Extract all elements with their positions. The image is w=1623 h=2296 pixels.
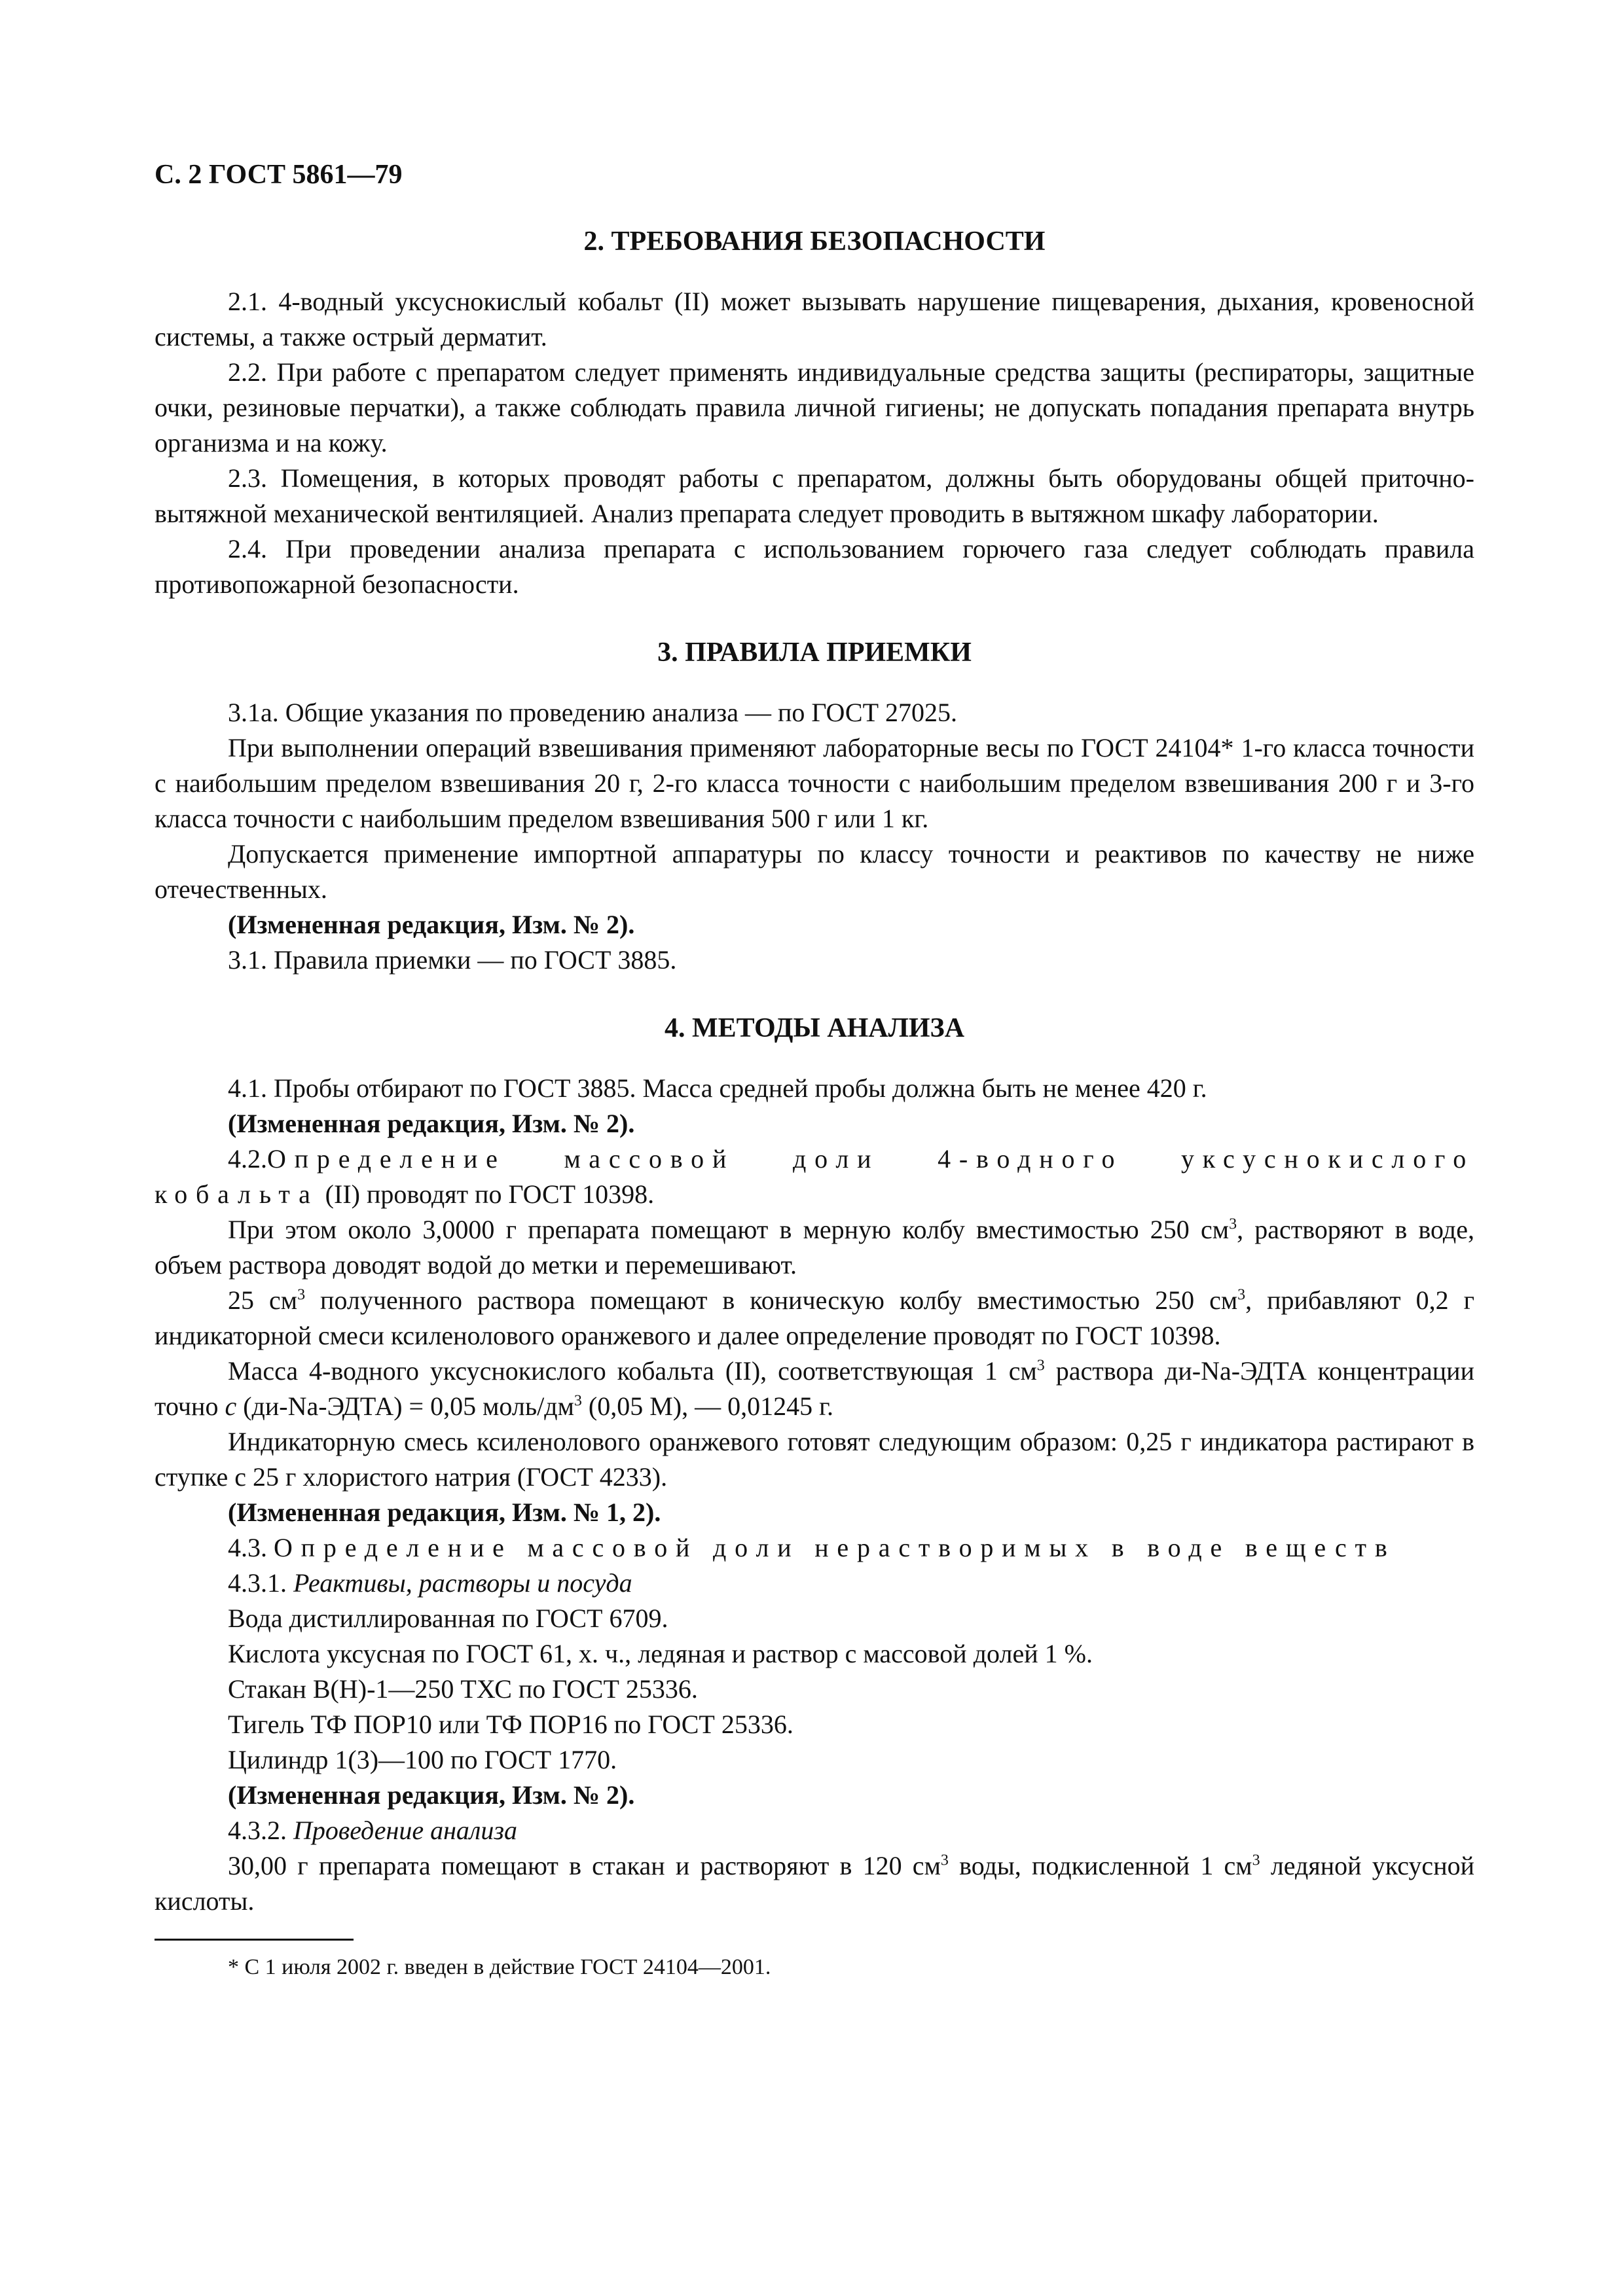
amendment-note: (Измененная редакция, Изм. № 2). (228, 1109, 635, 1138)
clause-number: 4.3.2. (228, 1816, 293, 1845)
page-header: С. 2 ГОСТ 5861—79 (155, 160, 403, 190)
superscript: 3 (1036, 1357, 1045, 1374)
paragraph-4-2 (155, 1141, 1474, 1212)
amendment-note: (Измененная редакция, Изм. № 1, 2). (228, 1498, 661, 1527)
paragraph-text: (II) проводят по ГОСТ 10398. (318, 1179, 655, 1209)
document-page (155, 157, 1474, 1982)
paragraph-2-4: 2.4. При проведении анализа препарата с использованием горючего газа следует соблюдать правила противопожарной безопасности. (155, 534, 1474, 599)
text-run: полученного раствора помещают в коническую колбу вместимостью 250 см (305, 1285, 1238, 1315)
clause-number: 4.3.1. (228, 1568, 293, 1598)
paragraph-titration (155, 1283, 1474, 1354)
paragraph-4-3-1 (155, 1566, 1474, 1601)
amendment-note: (Измененная редакция, Изм. № 2). (228, 1780, 635, 1810)
text-run: воды, подкисленной 1 см (948, 1851, 1252, 1880)
subheading: Реактивы, растворы и посуда (293, 1568, 632, 1598)
spaced-heading: Определение массовой доли 4-водного уксуснокислого кобальта (155, 1144, 1474, 1209)
superscript: 3 (1252, 1852, 1260, 1869)
section-4-title: 4. МЕТОДЫ АНАЛИЗА (664, 1013, 965, 1043)
paragraph-2-3: 2.3. Помещения, в которых проводят работы с препаратом, должны быть оборудованы общей приточно-вытяжной механической вентиляцией. Анализ препарата следует проводить в вытяжном шкафу лаборатории. (155, 463, 1474, 528)
paragraph-4-1: 4.1. Пробы отбирают по ГОСТ 3885. Масса средней пробы должна быть не менее 420 г. (228, 1073, 1207, 1103)
clause-number: 4.2. (228, 1144, 267, 1174)
footnote: * С 1 июля 2002 г. введен в действие ГОСТ 24104—2001. (228, 1955, 771, 1979)
paragraph-4-3-2 (155, 1813, 1474, 1848)
section-3-title: 3. ПРАВИЛА ПРИЕМКИ (657, 637, 972, 668)
paragraph-3-1: 3.1. Правила приемки — по ГОСТ 3885. (228, 945, 677, 975)
text-run: При этом около 3,0000 г препарата помещают в мерную колбу вместимостью 250 см (228, 1215, 1230, 1244)
reagent-item: Кислота уксусная по ГОСТ 61, х. ч., ледяная и раствор с массовой долей 1 %. (228, 1639, 1093, 1668)
superscript: 3 (574, 1392, 582, 1410)
reagent-item: Тигель ТФ ПОР10 или ТФ ПОР16 по ГОСТ 25336. (228, 1710, 793, 1739)
footnote-divider (155, 1939, 354, 1941)
section-2-title: 2. ТРЕБОВАНИЯ БЕЗОПАСНОСТИ (583, 226, 1046, 257)
text-run: , растворяют в воде, объем раствора доводят водой до метки и перемешивают. (155, 1215, 1474, 1280)
paragraph-procedure (155, 1848, 1474, 1919)
superscript: 3 (940, 1852, 949, 1869)
paragraph-3-1a: 3.1а. Общие указания по проведению анализа — по ГОСТ 27025. (228, 698, 958, 727)
paragraph-indicator: Индикаторную смесь ксиленолового оранжевого готовят следующим образом: 0,25 г индикатора растирают в ступке с 25 г хлористого натрия (ГОСТ 4233). (155, 1427, 1474, 1492)
paragraph-import-equipment: Допускается применение импортной аппаратуры по классу точности и реактивов по качеству не ниже отечественных. (155, 839, 1474, 904)
clause-number: 4.3. (228, 1533, 267, 1562)
text-run: 30,00 г препарата помещают в стакан и растворяют в 120 см (228, 1851, 941, 1880)
superscript: 3 (1237, 1286, 1246, 1304)
paragraph-sample-prep (155, 1212, 1474, 1283)
text-run: 25 см (228, 1285, 298, 1315)
superscript: 3 (1229, 1215, 1237, 1233)
text-run: ледяной уксусной кислоты. (155, 1851, 1475, 1916)
paragraph-2-1: 2.1. 4-водный уксуснокислый кобальт (II) может вызывать нарушение пищеварения, дыхания, кровеносной системы, а также острый дерматит. (155, 287, 1474, 351)
paragraph-2-2: 2.2. При работе с препаратом следует применять индивидуальные средства защиты (респираторы, защитные очки, резиновые перчатки), а также соблюдать правила личной гигиены; не допускать попадания препарата внутрь организма и на кожу. (155, 357, 1474, 457)
subheading: Проведение анализа (293, 1816, 517, 1845)
italic-symbol: с (225, 1391, 237, 1421)
reagent-item: Стакан В(Н)-1—250 ТХС по ГОСТ 25336. (228, 1674, 698, 1704)
text-run: , прибавляют 0,2 г индикаторной смеси ксиленолового оранжевого и далее определение проводят по ГОСТ 10398. (155, 1285, 1474, 1350)
text-run: раствора ди-Na-ЭДТА концентрации точно (155, 1356, 1474, 1421)
superscript: 3 (297, 1286, 306, 1304)
text-run: (0,05 М), — 0,01245 г. (581, 1391, 833, 1421)
reagent-item: Цилиндр 1(3)—100 по ГОСТ 1770. (228, 1745, 617, 1774)
amendment-note: (Измененная редакция, Изм. № 2). (228, 910, 635, 939)
paragraph-4-3 (155, 1530, 1474, 1566)
text-run: Масса 4-водного уксуснокислого кобальта (II), соответствующая 1 см (228, 1356, 1037, 1386)
reagent-item: Вода дистиллированная по ГОСТ 6709. (228, 1604, 668, 1633)
text-run: (ди-Na-ЭДТА) = 0,05 моль/дм (236, 1391, 574, 1421)
paragraph-mass-equivalent (155, 1354, 1474, 1424)
spaced-heading: Определение массовой доли нерастворимых в воде веществ (274, 1533, 1396, 1562)
paragraph-weighing: При выполнении операций взвешивания применяют лабораторные весы по ГОСТ 24104* 1-го класса точности с наибольшим пределом взвешивания 20 г, 2-го класса точности с наибольшим пределом взвешивания 200 г и 3-го класса точности с наибольшим пределом взвешивания 500 г или 1 кг. (155, 733, 1474, 833)
